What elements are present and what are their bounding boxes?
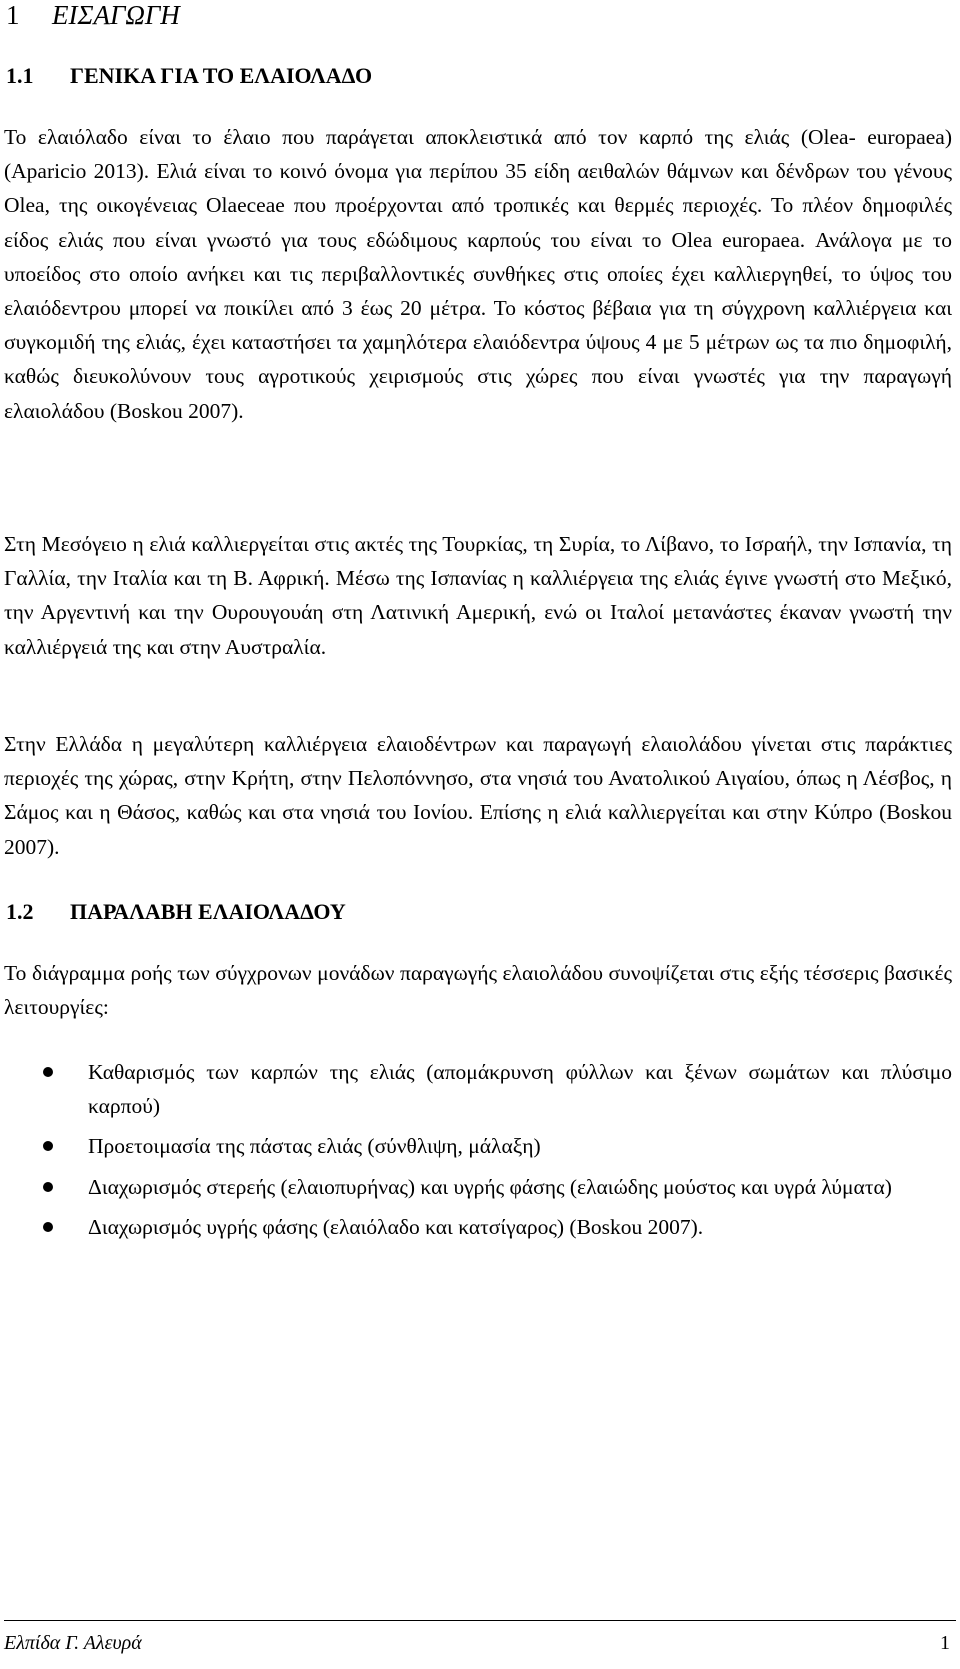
section-title: ΓΕΝΙΚΑ ΓΙΑ ΤΟ ΕΛΑΙΟΛΑΔΟ — [70, 63, 373, 88]
list-item — [0, 1055, 952, 1123]
bullet-icon — [43, 1182, 53, 1192]
list-item — [0, 1129, 952, 1163]
bullet-icon — [43, 1222, 53, 1232]
chapter-heading — [6, 0, 180, 30]
chapter-title: ΕΙΣΑΓΩΓΗ — [52, 0, 180, 30]
footer-author: Ελπίδα Γ. Αλευρά — [4, 1632, 142, 1654]
section-number: 1.1 — [6, 63, 34, 88]
list-item-text: Καθαρισμός των καρπών της ελιάς (απομάκρυνση φύλλων και ξένων σωμάτων και πλύσιμο καρπού) — [88, 1060, 952, 1119]
paragraph-olive-oil-definition: Το ελαιόλαδο είναι το έλαιο που παράγεται αποκλειστικά από τον καρπό της ελιάς (Olea- europaea) (Aparicio 2013). Ελιά είναι το κοινό όνομα για περίπου 35 είδη αειθαλών θάμνων και δένδρων του γένους Olea, της οικογένειας Olaeceae που προέρχονται από τροπικές και θερμές περιοχές. Το πλέον δημοφιλές είδος ελιάς που είναι γνωστό για τους εδώδιμους καρπούς του είναι το Olea europaea. Ανάλογα με το υποείδος στο οποίο ανήκει και τις περιβαλλοντικές συνθήκες στις οποίες έχει καλλιεργηθεί, το ύψος του ελαιόδεντρου μπορεί να ποικίλει από 3 έως 20 μέτρα. Το κόστος βέβαια για τη σύγχρονη καλλιέργεια και συγκομιδή της ελιάς, έχει καταστήσει τα χαμηλότερα ελαιόδεντρα ύψους 4 με 5 μέτρων ως τα πιο δημοφιλή, καθώς διευκολύνουν τους αγροτικούς χειρισμούς στις χώρες που είναι γνωστές για την παραγωγή ελαιολάδου (Boskou 2007). — [4, 125, 952, 423]
list-item-text: Διαχωρισμός υγρής φάσης (ελαιόλαδο και κατσίγαρος) (Boskou 2007). — [88, 1214, 704, 1239]
footer-divider — [4, 1620, 956, 1621]
section-number: 1.2 — [6, 899, 34, 924]
paragraph-mediterranean-cultivation: Στη Μεσόγειο η ελιά καλλιεργείται στις ακτές της Τουρκίας, τη Συρία, το Λίβανο, το Ισραήλ, την Ισπανία, τη Γαλλία, την Ιταλία και τη Β. Αφρική. Μέσω της Ισπανίας η καλλιέργεια της ελιάς έγινε γνωστή στο Μεξικό, την Αργεντινή και την Ουρουγουάη στη Λατινική Αμερική, ενώ οι Ιταλοί μετανάστες έκαναν γνωστή την καλλιέργειά της και στην Αυστραλία. — [4, 532, 952, 659]
page-number: 1 — [940, 1632, 950, 1654]
section-title: ΠΑΡΑΛΑΒΗ ΕΛΑΙΟΛΑΔΟΥ — [70, 899, 346, 924]
chapter-number: 1 — [6, 0, 20, 30]
list-item — [0, 1170, 952, 1204]
section-heading-1-1 — [6, 62, 372, 90]
list-item — [0, 1210, 952, 1244]
process-steps-list — [0, 1055, 952, 1250]
list-item-text: Διαχωρισμός στερεής (ελαιοπυρήνας) και υγρής φάσης (ελαιώδης μούστος και υγρά λύματα) — [88, 1174, 892, 1199]
section-heading-1-2 — [6, 898, 346, 926]
paragraph-flow-diagram-intro: Το διάγραμμα ροής των σύγχρονων μονάδων παραγωγής ελαιολάδου συνοψίζεται στις εξής τέσσερις βασικές λειτουργίες: — [4, 961, 952, 1020]
list-item-text: Προετοιμασία της πάστας ελιάς (σύνθλιψη, μάλαξη) — [88, 1134, 541, 1159]
paragraph-greece-cultivation: Στην Ελλάδα η μεγαλύτερη καλλιέργεια ελαιοδέντρων και παραγωγή ελαιολάδου γίνεται στις παράκτιες περιοχές της χώρας, στην Κρήτη, στην Πελοπόννησο, στα νησιά του Ανατολικού Αιγαίου, όπως η Λέσβος, η Σάμος και η Θάσος, καθώς και στα νησιά του Ιονίου. Επίσης η ελιά καλλιεργείται και στην Κύπρο (Boskou 2007). — [4, 732, 952, 859]
bullet-icon — [43, 1067, 53, 1077]
bullet-icon — [43, 1141, 53, 1151]
